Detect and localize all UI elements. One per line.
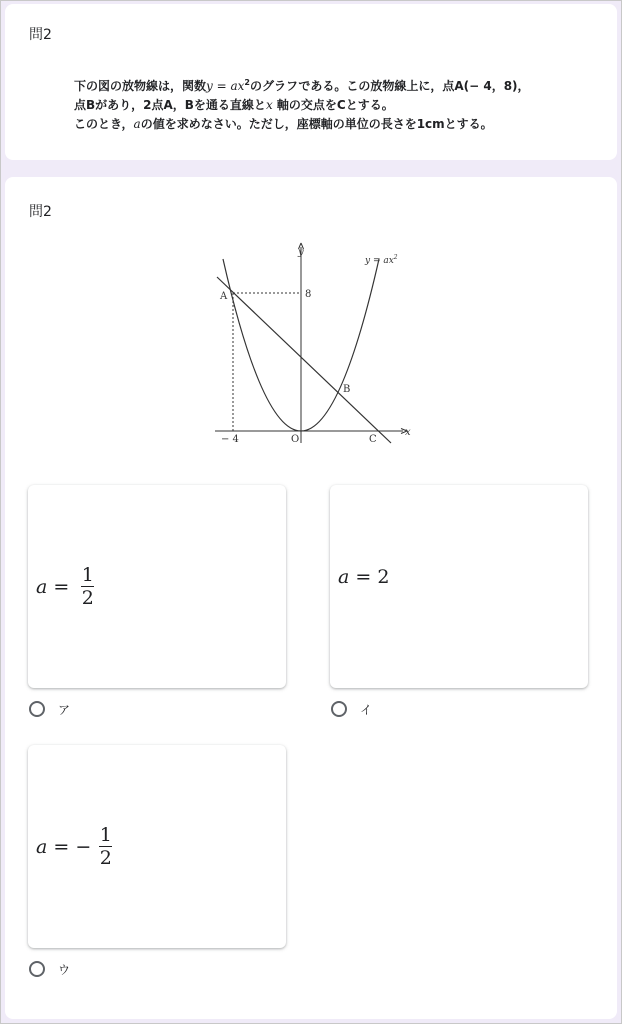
option-math	[36, 745, 112, 948]
math-variable: a	[36, 575, 48, 598]
curve-label-exponent: 2	[393, 254, 398, 261]
option-math	[338, 475, 389, 678]
origin-label: O	[291, 434, 300, 445]
question-text	[74, 73, 594, 134]
text-span: 点Bがあり，2点A，Bを通る直線と	[74, 98, 266, 112]
fraction	[81, 564, 94, 609]
option-card-a[interactable]	[28, 485, 286, 688]
math-span: x	[265, 98, 273, 112]
question-title: 問2	[29, 204, 52, 220]
text-span: の値を求めなさい。ただし，座標軸の単位の長さを1cmとする。	[140, 117, 493, 131]
radio-option-u[interactable]	[29, 961, 45, 977]
math-sign: −	[75, 835, 98, 858]
math-span: y = ax	[206, 79, 245, 93]
fraction-denominator: 2	[99, 847, 112, 869]
math-span: a	[133, 117, 141, 131]
text-span: 下の図の放物線は，関数	[74, 79, 207, 93]
option-label-u: ウ	[58, 963, 71, 977]
radio-option-a[interactable]	[29, 701, 45, 717]
question-card-1	[5, 4, 617, 160]
text-span: このとき，	[74, 117, 134, 131]
math-value: 2	[377, 565, 390, 588]
point-a-label: A	[220, 291, 228, 302]
question-text-line-2	[74, 96, 594, 115]
curve-label-base: y = ax	[365, 256, 394, 266]
radio-option-i[interactable]	[331, 701, 347, 717]
option-label-a: ア	[58, 703, 71, 717]
fraction-denominator: 2	[81, 587, 94, 609]
option-card-i[interactable]	[330, 485, 588, 688]
point-c-label: C	[369, 434, 377, 445]
line-ab	[217, 277, 391, 443]
question-text-line-1	[74, 73, 594, 96]
math-equals: =	[349, 565, 378, 588]
curve-label	[364, 254, 398, 266]
fraction-numerator: 1	[81, 564, 94, 586]
point-b-label: B	[343, 384, 351, 395]
x-tick-label: − 4	[221, 434, 239, 445]
exponent: 2	[244, 78, 250, 87]
option-card-u[interactable]	[28, 745, 286, 948]
y-tick-label: 8	[305, 289, 312, 300]
x-axis-label: x	[405, 427, 411, 438]
question-title: 問2	[29, 27, 52, 43]
fraction	[99, 824, 112, 869]
option-math	[36, 485, 94, 688]
math-equals: =	[47, 835, 76, 858]
option-label-i: イ	[360, 703, 373, 717]
math-variable: a	[338, 565, 350, 588]
text-span: のグラフである。この放物線上に，点A(− 4，8)，	[249, 79, 530, 93]
math-equals: =	[47, 575, 76, 598]
text-span: 軸の交点をCとする。	[272, 98, 394, 112]
y-axis-label: y	[298, 247, 304, 258]
parabola-figure	[207, 237, 421, 453]
fraction-numerator: 1	[99, 824, 112, 846]
math-variable: a	[36, 835, 48, 858]
question-text-line-3	[74, 115, 594, 134]
